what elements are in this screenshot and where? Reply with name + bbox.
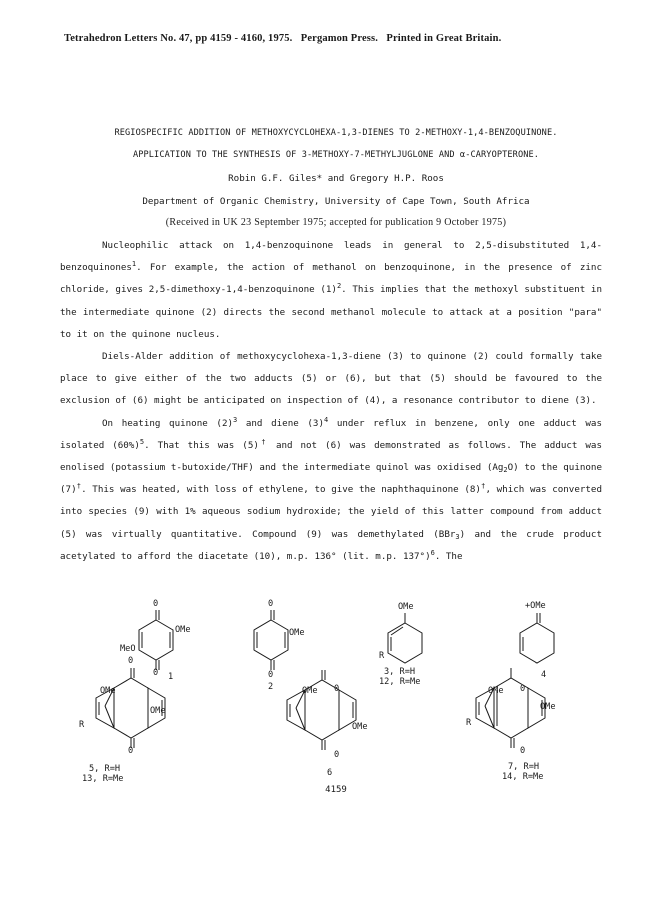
s4-compound-number: 4: [541, 670, 547, 680]
s4-methoxy-cation: +OMe: [525, 601, 546, 611]
s1-oxygen-bottom: 0: [153, 668, 159, 678]
s6-methoxy-left: OMe: [302, 686, 318, 696]
s7-compound-number-alt: 14, R=Me: [502, 772, 544, 782]
s1-oxygen-top: 0: [153, 599, 159, 609]
s1-methoxy-left: MeO: [120, 644, 136, 654]
structure-3-bonds: [388, 613, 422, 663]
paragraph-3: On heating quinone $(2)^3$ and diene $(3)^4$ under reflux in benzene, only one adduct was isolated $(60\%)^5$. That this was (5)† and not (6) was demonstrated as follows. The adduct was enolised (potassium t-butoxide/THF) and the intermediate quinol was oxidised $(Ag_2O)$ to the quinone (7)†. This was heated, with loss of ethylene, to give the naphthaquinone (8)†, which was converted into species (9) with 1% aqueous sodium hydroxide; the yield of this latter compound from adduct (5) was virtually quantitative. Compound (9) was demethylated (BBr$_3$) and the crude product acetylated to afford the diacetate (10), m.p. 136° (lit. m.p. 137°)$^6$. The: [60, 415, 602, 562]
s7-compound-number: 7, R=H: [508, 762, 540, 772]
structure-6-bonds: [287, 670, 356, 750]
s2-compound-number: 2: [268, 682, 274, 692]
structure-7-bonds: [476, 668, 545, 748]
page-number: 4159: [325, 785, 347, 795]
s1-compound-number: 1: [168, 672, 174, 682]
s5-compound-number-alt: 13, R=Me: [82, 774, 124, 784]
s2-oxygen-top: 0: [268, 599, 274, 609]
s5-r-group: R: [79, 720, 85, 730]
citation: Tetrahedron Letters No. 47, pp 4159 - 4160, 1975.: [64, 33, 293, 44]
s1-methoxy-right: OMe: [175, 625, 191, 635]
authors: Robin G.F. Giles* and Gregory H.P. Roos: [228, 173, 444, 184]
s6-oxygen-top: 0: [334, 684, 340, 694]
received-dates: (Received in UK 23 September 1975; accepted for publication 9 October 1975): [165, 217, 507, 228]
paragraph-2: Diels-Alder addition of methoxycyclohexa-1,3-diene (3) to quinone (2) could formally take place to give either of the two adducts (5) or (6), but that (5) should be favoured to the exclusion of (6) might be anticipated on inspection of (4), a resonance contributor to diene (3).: [60, 351, 602, 407]
printed-in: Printed in Great Britain.: [386, 33, 502, 44]
s4-minus-charge: -: [534, 658, 540, 668]
publisher: Pergamon Press.: [300, 33, 379, 44]
s3-r-group: R: [379, 651, 385, 661]
s3-methoxy: OMe: [398, 602, 414, 612]
s2-methoxy: OMe: [289, 628, 305, 638]
s5-methoxy-left: OMe: [100, 686, 116, 696]
s5-oxygen-top: 0: [128, 656, 134, 666]
s3-compound-number-alt: 12, R=Me: [379, 677, 421, 687]
s7-methoxy-left: OMe: [488, 686, 504, 696]
structure-1-bonds: [139, 610, 173, 670]
s7-methoxy-right: OMe: [540, 702, 556, 712]
s7-r-group: R: [466, 718, 472, 728]
paragraph-1: Nucleophilic attack on 1,4-benzoquinone leads in general to 2,5-disubstituted 1,4-benzoquinones$^1$. For example, the action of methanol on benzoquinone, in the presence of zinc chloride, gives 2,5-dimethoxy-1,4-benzoquinone $(1)^2$. This implies that the methoxyl substituent in the intermediate quinone (2) directs the second methanol molecule to attack at a position "para" to it on the quinone nucleus.: [60, 240, 602, 340]
s6-oxygen-bottom: 0: [334, 750, 340, 760]
s3-compound-number: 3, R=H: [384, 667, 416, 677]
structure-2-bonds: [254, 610, 288, 670]
title-line-2: APPLICATION TO THE SYNTHESIS OF 3-METHOXY-7-METHYLJUGLONE AND α-CARYOPTERONE.: [132, 150, 540, 160]
chemical-structures: [0, 598, 672, 808]
structure-4-bonds: [520, 613, 554, 663]
s7-oxygen-top: 0: [520, 684, 526, 694]
s5-compound-number: 5, R=H: [89, 764, 121, 774]
s6-methoxy-bottom: OMe: [352, 722, 368, 732]
s7-oxygen-bottom: 0: [520, 746, 526, 756]
title-line-1: REGIOSPECIFIC ADDITION OF METHOXYCYCLOHEXA-1,3-DIENES TO 2-METHOXY-1,4-BENZOQUINONE.: [114, 128, 558, 138]
affiliation: Department of Organic Chemistry, University of Cape Town, South Africa: [142, 196, 530, 207]
s5-oxygen-bottom: 0: [128, 746, 134, 756]
s5-methoxy-right: OMe: [150, 706, 166, 716]
s2-oxygen-bottom: 0: [268, 670, 274, 680]
s6-compound-number: 6: [327, 768, 333, 778]
body-text: [60, 235, 602, 568]
running-header: [64, 33, 624, 44]
